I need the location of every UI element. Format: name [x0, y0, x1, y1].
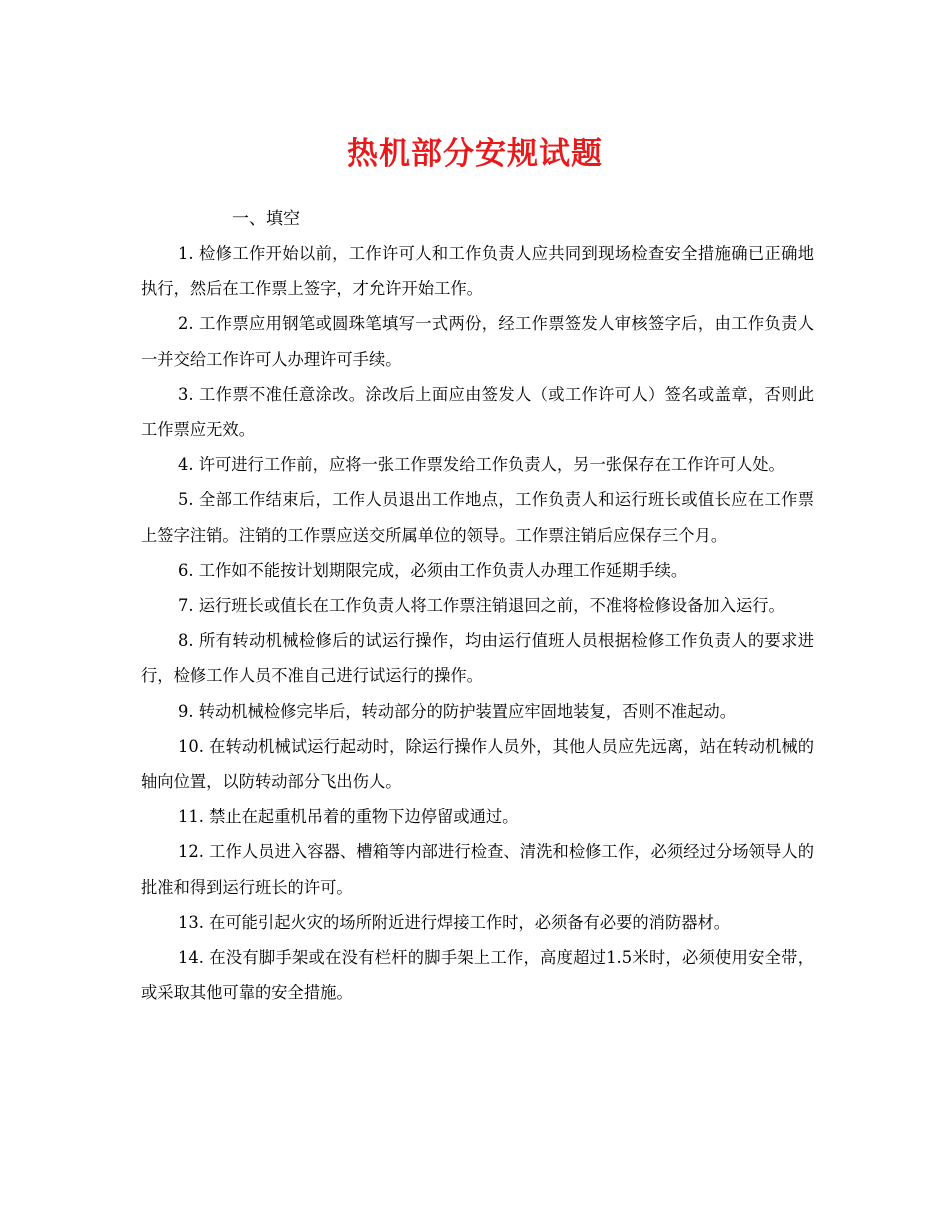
question-item-13: 13. 在可能引起火灾的场所附近进行焊接工作时，必须备有必要的消防器材。	[178, 912, 731, 932]
question-item-2: 2. 工作票应用钢笔或圆珠笔填写一式两份，经工作票签发人审核签字后，由工作负责人一并交给工作许可人办理许可手续。	[141, 314, 814, 369]
question-item-4: 4. 许可进行工作前，应将一张工作票发给工作负责人，另一张保存在工作许可人处。	[178, 455, 785, 475]
question-item-1: 1. 检修工作开始以前，工作许可人和工作负责人应共同到现场检查安全措施确已正确地执行，然后在工作票上签字，才允许开始工作。	[141, 244, 814, 299]
section-heading: 一、填空	[232, 209, 300, 229]
question-item-10: 10. 在转动机械试运行起动时，除运行操作人员外，其他人员应先远离，站在转动机械的轴向位置，以防转动部分飞出伤人。	[141, 736, 814, 792]
question-item-8: 8. 所有转动机械检修后的试运行操作，均由运行值班人员根据检修工作负责人的要求进行，检修工作人员不准自己进行试运行的操作。	[141, 631, 814, 686]
document-title: 热机部分安规试题	[347, 136, 603, 172]
question-item-7: 7. 运行班长或值长在工作负责人将工作票注销退回之前，不准将检修设备加入运行。	[178, 596, 785, 616]
question-item-3: 3. 工作票不准任意涂改。涂改后上面应由签发人（或工作许可人）签名或盖章，否则此工作票应无效。	[141, 384, 814, 440]
question-item-11: 11. 禁止在起重机吊着的重物下边停留或通过。	[178, 807, 519, 827]
question-item-12: 12. 工作人员进入容器、槽箱等内部进行检查、清洗和检修工作，必须经过分场领导人的批准和得到运行班长的许可。	[141, 842, 814, 897]
question-item-5: 5. 全部工作结束后，工作人员退出工作地点，工作负责人和运行班长或值长应在工作票上签字注销。注销的工作票应送交所属单位的领导。工作票注销后应保存三个月。	[141, 490, 814, 545]
question-item-6: 6. 工作如不能按计划期限完成，必须由工作负责人办理工作延期手续。	[178, 560, 688, 580]
question-item-9: 9. 转动机械检修完毕后，转动部分的防护装置应牢固地装复，否则不准起动。	[178, 701, 736, 721]
question-item-14: 14. 在没有脚手架或在没有栏杆的脚手架上工作，高度超过1.5米时，必须使用安全带，或采取其他可靠的安全措施。	[141, 948, 814, 1003]
question-list	[141, 236, 814, 1010]
